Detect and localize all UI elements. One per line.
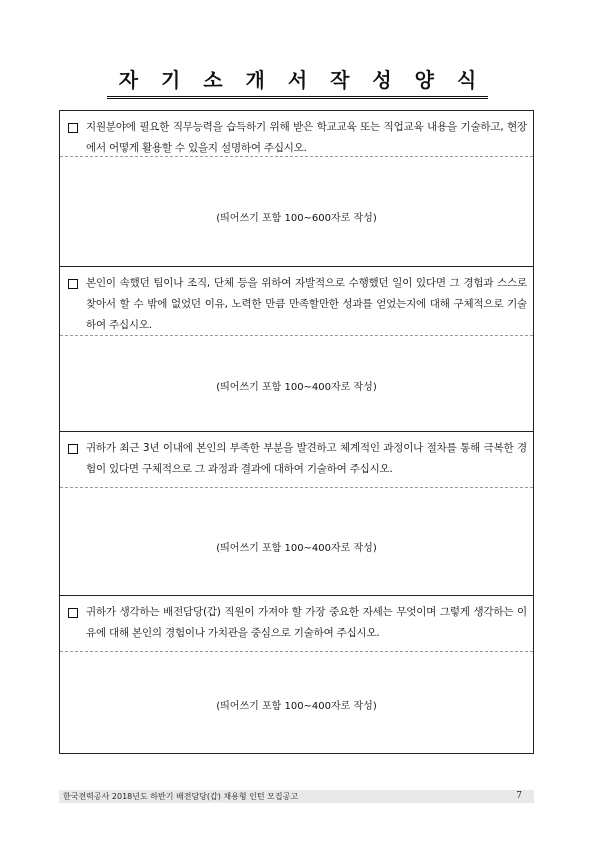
answer-guide-3: (띄어쓰기 포함 100~400자로 작성) [216, 543, 377, 554]
footer-text: 한국전력공사 2018년도 하반기 배전담당(갑) 채용형 인턴 모집공고 [63, 792, 299, 801]
document-title: 자 기 소 개 서 작 성 양 식 [107, 64, 489, 99]
question-3-text: 귀하가 최근 3년 이내에 본인의 부족한 부분을 발견하고 체계적인 과정이나 절차를 통해 극복한 경험이 있다면 구체적으로 그 과정과 결과에 대하여 기술하여 주십시오. [86, 442, 527, 475]
form-frame [59, 110, 534, 754]
checkbox-square-icon [68, 444, 78, 454]
answer-guide-2: (띄어쓰기 포함 100~400자로 작성) [216, 382, 377, 393]
question-2-text: 본인이 속했던 팀이나 조직, 단체 등을 위하여 자발적으로 수행했던 일이 있다면 그 경험과 스스로 찾아서 할 수 밖에 없었던 이유, 노력한 만큼 만족할만한 성과를 얻었는지에 대해 구체적으로 기술하여 주십시오. [86, 277, 527, 331]
question-3 [60, 431, 533, 488]
document-title-block [0, 64, 595, 99]
page-footer [59, 790, 534, 803]
question-1 [60, 111, 533, 157]
answer-guide-4: (띄어쓰기 포함 100~400자로 작성) [216, 701, 377, 712]
checkbox-square-icon [68, 123, 78, 133]
question-1-text: 지원분야에 필요한 직무능력을 습득하기 위해 받은 학교교육 또는 직업교육 내용을 기술하고, 현장에서 어떻게 활용할 수 있을지 설명하여 주십시오. [86, 121, 527, 154]
page-number: 7 [516, 791, 522, 801]
question-4 [60, 595, 533, 652]
checkbox-square-icon [68, 608, 78, 618]
question-2 [60, 266, 533, 336]
checkbox-square-icon [68, 279, 78, 289]
answer-guide-1: (띄어쓰기 포함 100~600자로 작성) [216, 213, 377, 224]
question-4-text: 귀하가 생각하는 배전담당(갑) 직원이 가져야 할 가장 중요한 자세는 무엇이며 그렇게 생각하는 이유에 대해 본인의 경험이나 가치관을 중심으로 기술하여 주십시오. [86, 606, 527, 639]
